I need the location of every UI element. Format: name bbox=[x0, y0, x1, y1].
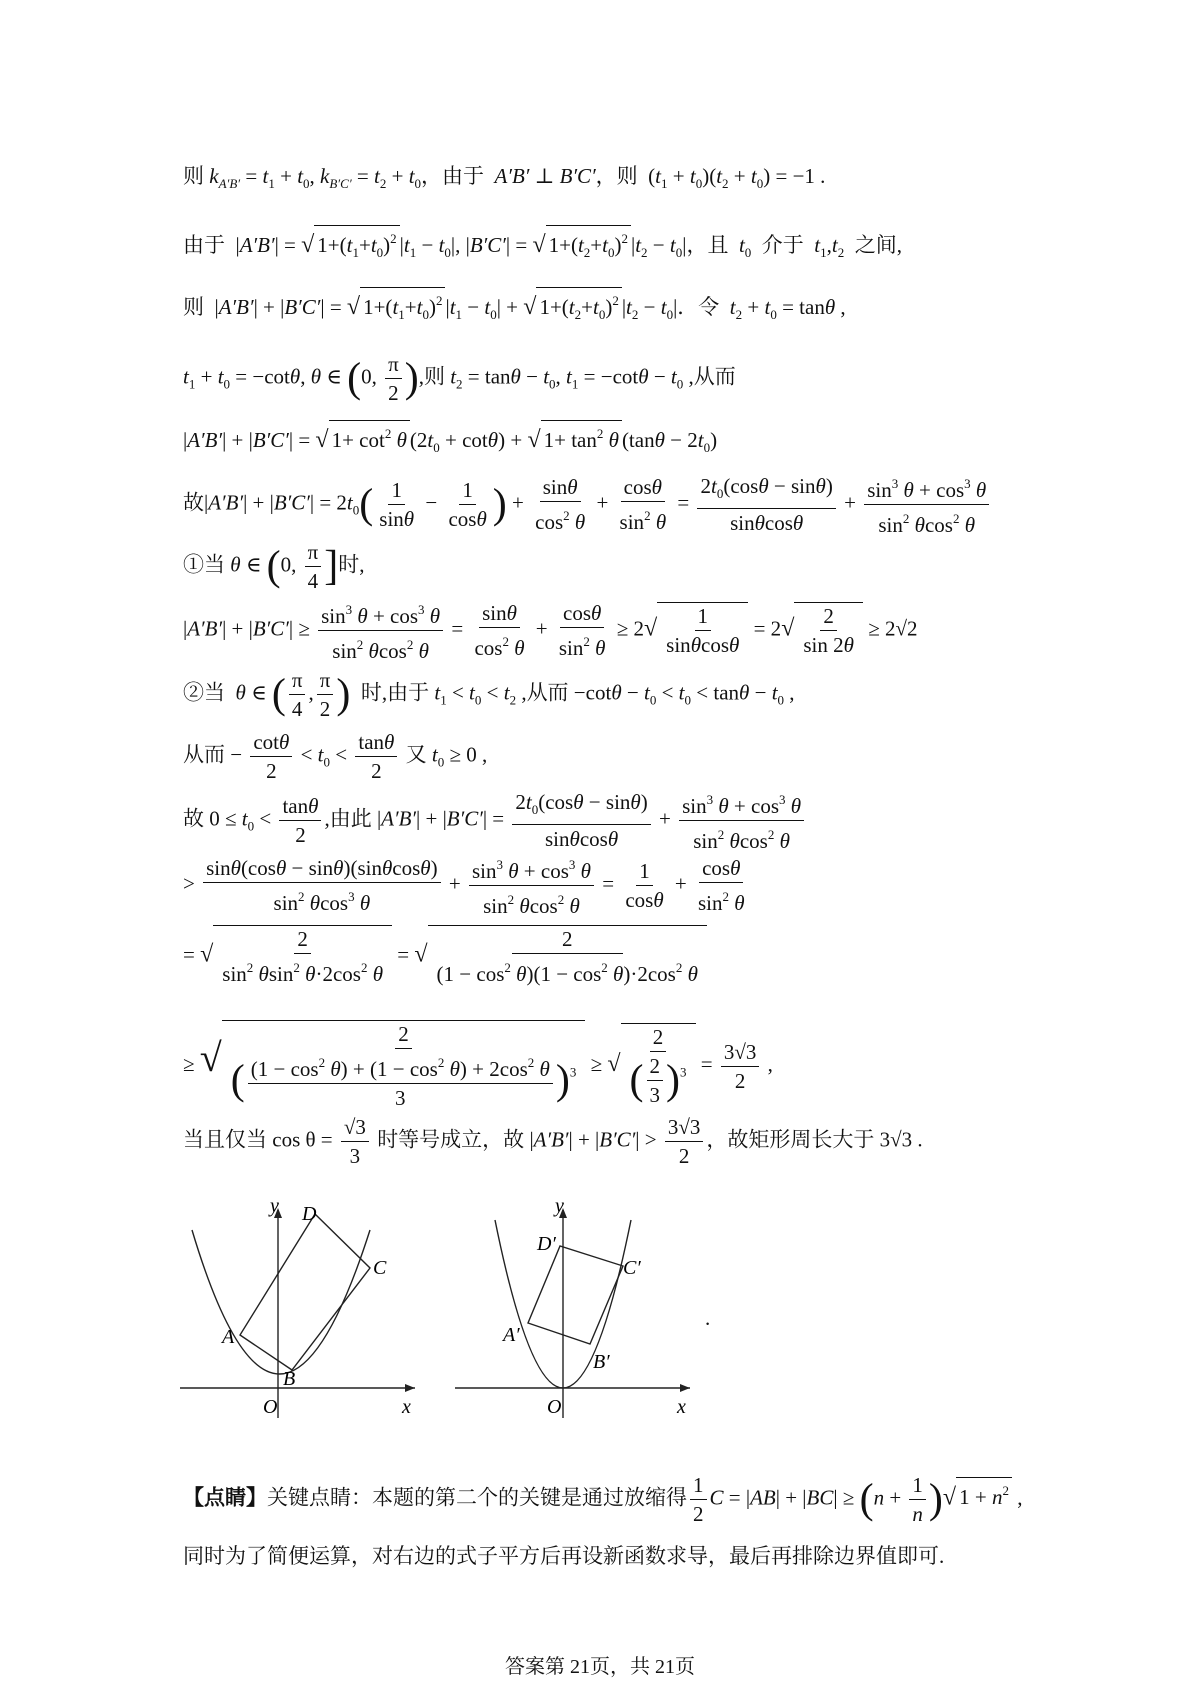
line-am-gm: ≥ √ 2 ( $\frac{(1 - \cos^2 \theta) + (1 - \cos^2 \theta) + 2\cos^2 \theta}{3}$ )$^3$ ≥ √ 2 ( $\frac{2}{3}$ )$^3$ = $\frac{3√3}{2}$ , bbox=[183, 1022, 773, 1110]
line-case-1-inequality: |A′B′| + |B′C′| ≥ $\frac{\sin^3 \theta + \cos^3 \theta}{\sin^2 \theta\cos^2 \theta}$ = $\frac{\sin\theta}{\cos^2 \theta}$ + $\frac{\cos\theta}{\sin^2 \theta}$ ≥ 2√ $\frac{1}{\sin\theta\cos\theta}$ = 2√ $\frac{2}{\sin 2\theta}$ ≥ 2√2 bbox=[183, 598, 918, 663]
line-comment-1: 【点睛】关键点睛：本题的第二个的关键是通过放缩得 $\frac{1}{2}$ C = |AB| + |BC| ≥ (n + $\frac{1}{n}$ )√ $1 + n^2$ , bbox=[183, 1473, 1023, 1526]
label-y: y bbox=[555, 1198, 564, 1217]
label-B-prime: B′ bbox=[593, 1351, 610, 1373]
label-D-prime: D′ bbox=[537, 1233, 556, 1255]
label-x: x bbox=[402, 1396, 411, 1418]
line-greater: > $\frac{\sin\theta(\cos\theta - \sin\theta)(\sin\theta\cos\theta)}{\sin^2 \theta\cos^3 \theta}$ + $\frac{\sin^3 \theta + \cos^3 \theta}{\sin^2 \theta\cos^2 \theta}$ = $\frac{1}{\cos\theta}$ + $\frac{\cos\theta}{\sin^2 \theta}$ bbox=[183, 853, 751, 918]
label-x: x bbox=[677, 1396, 686, 1418]
x-axis-arrow bbox=[405, 1384, 415, 1392]
line-sum: 则 |A′B′| + |B′C′| = √ $1+(t_1+t_0)^2$ $|t_1 - t_0|$ + √ $1+(t_2+t_0)^2$ $|t_2 - t_0|$．令 $t_2 + t_0 = \tan\theta$ , bbox=[183, 287, 846, 328]
line-comment-2: 同时为了简便运算，对右边的式子平方后再设新函数求导，最后再排除边界值即可. bbox=[183, 1544, 945, 1568]
label-y: y bbox=[270, 1198, 279, 1217]
line-case-1: ①当 θ ∈ (0, $\frac{\pi}{4}$ ]时, bbox=[183, 540, 365, 593]
line-slopes: 则 $k_{A'B'} = t_1 + t_0$, $k_{B'C'} = t_2 + t_0$，由于 A′B′ ⊥ B′C′，则 $(t_1 + t_0)(t_2 + t_0) = -1$ . bbox=[183, 164, 826, 191]
page-footer: 答案第 21页，共 21页 bbox=[505, 1656, 695, 1678]
label-D: D bbox=[302, 1203, 317, 1225]
line-therefore: 故$|A'B'| + |B'C'| = 2t_0$( $\frac{1}{\sin\theta}$ − $\frac{1}{\cos\theta}$ ) + $\frac{\sin\theta}{\cos^2 \theta}$ + $\frac{\cos\theta}{\sin^2 \theta}$ = $\frac{2t_0(\cos\theta - \sin\theta)}{\sin\theta\cos\theta}$ + $\frac{\sin^3 \theta + \cos^3 \theta}{\sin^2 \theta\cos^2 \theta}$ bbox=[183, 472, 992, 537]
figure-right bbox=[455, 1198, 695, 1420]
figure-left bbox=[180, 1198, 420, 1420]
line-substitution: $t_1 + t_0 = -\cot\theta$, θ ∈ (0, $\frac{\pi}{2}$ ),则 $t_2 = \tan\theta - t_0$, $t_1 = -\cot\theta - t_0$ ,从而 bbox=[183, 352, 736, 405]
line-expression: |A′B′| + |B′C′| = √ $1+ \cot^2 \theta$ $(2t_0 + \cot\theta)$ + √ $1+ \tan^2 \theta$ $(\tan\theta - 2t_0)$ bbox=[183, 420, 717, 461]
label-O: O bbox=[263, 1396, 278, 1418]
line-therefore-2: 故 $0 \le t_0$ < $\frac{\tan\theta}{2}$ ,由此 |A′B′| + |B′C′| = $\frac{2t_0(\cos\theta - \sin\theta)}{\sin\theta\cos\theta}$ + $\frac{\sin^3 \theta + \cos^3 \theta}{\sin^2 \theta\cos^2 \theta}$ bbox=[183, 788, 807, 853]
line-case-2: ②当 θ ∈ ( $\frac{\pi}{4}$ , $\frac{\pi}{2}$ ) 时,由于 $t_1 < t_0 < t_2$ ,从而 $-\cot\theta - t_0 < t_0 < \tan\theta - t_0$ , bbox=[183, 668, 795, 721]
rectangle-abcd-prime bbox=[528, 1246, 623, 1344]
label-B: B bbox=[283, 1368, 296, 1390]
label-O: O bbox=[547, 1396, 562, 1418]
line-from: 从而 − $\frac{\cot\theta}{2}$ < $t_0$ < $\frac{\tan\theta}{2}$ 又 $t_0 \ge 0$ , bbox=[183, 730, 488, 783]
label-A: A bbox=[222, 1326, 235, 1348]
line-equal-sqrt: = √ $\frac{2}{\sin^2 \theta\sin^2 \theta\cdot 2\cos^2 \theta}$ = √ $\frac{2}{(1 - \cos^2 \theta)(1 - \cos^2 \theta)\cdot 2\cos^2 \theta}$ bbox=[183, 925, 707, 986]
figure-dot: . bbox=[705, 1306, 711, 1330]
rectangle-abcd bbox=[240, 1214, 370, 1370]
line-lengths: 由于 |A′B′| = √ $1+(t_1+t_0)^2$ $|t_1 - t_0|$, |B′C′| = √ $1+(t_2+t_0)^2$ $|t_2 - t_0|$，且 $t_0$ 介于 $t_1,t_2$ 之间, bbox=[183, 225, 902, 266]
label-C-prime: C′ bbox=[623, 1257, 641, 1279]
line-equality: 当且仅当 cos θ = $\frac{√3}{3}$ 时等号成立，故 |A′B′| + |B′C′| > $\frac{3√3}{2}$ ，故矩形周长大于 3√3 . bbox=[183, 1115, 923, 1168]
label-C: C bbox=[373, 1257, 387, 1279]
x-axis-arrow bbox=[680, 1384, 690, 1392]
label-A-prime: A′ bbox=[503, 1324, 520, 1346]
